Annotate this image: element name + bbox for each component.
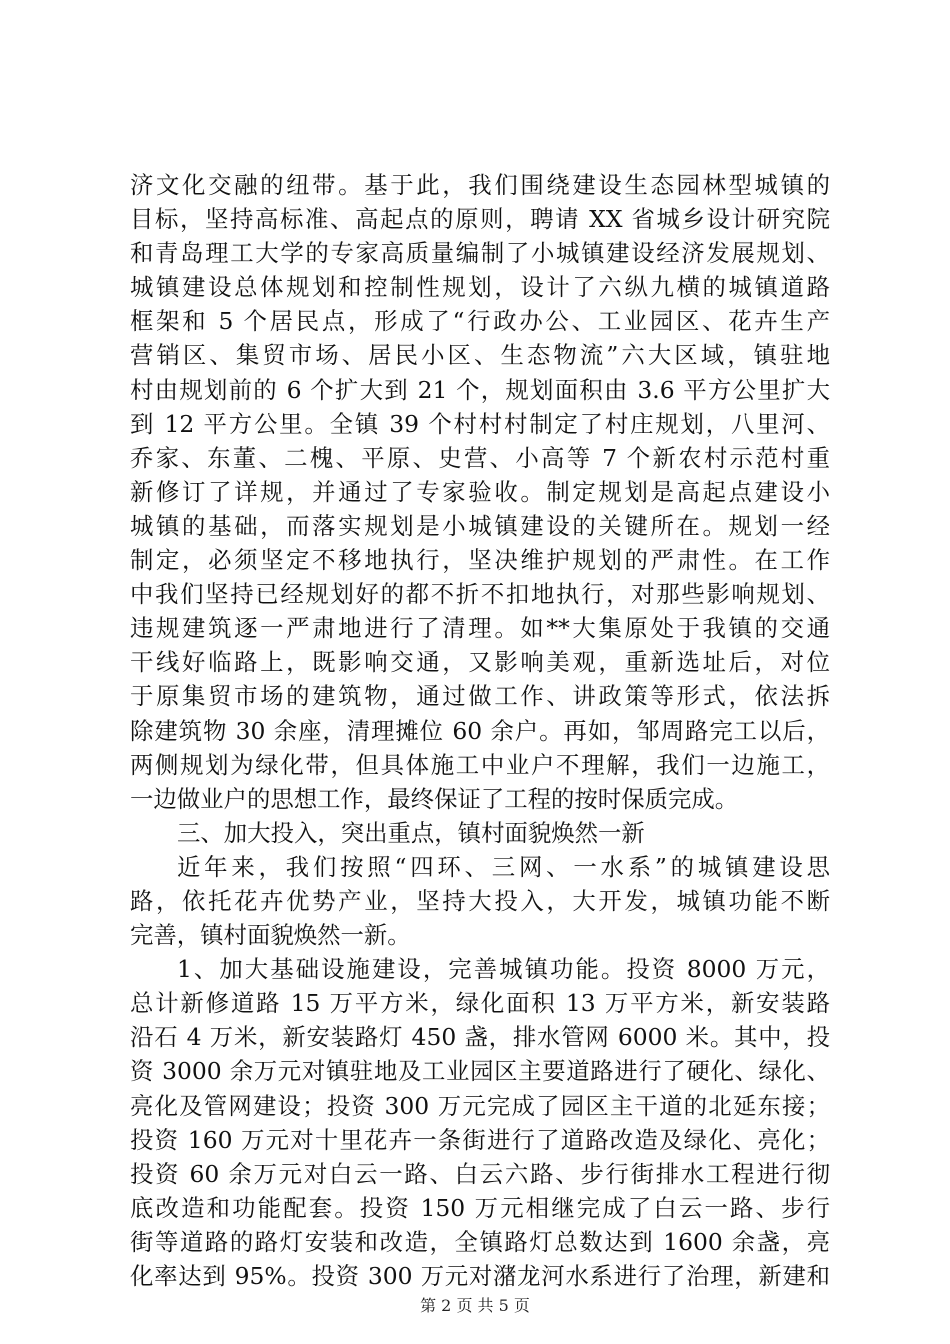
text-line: 街等道路的路灯安装和改造，全镇路灯总数达到 1600 余盏，亮 [130, 1227, 830, 1256]
text-line: 近年来，我们按照“四环、三网、一水系”的城镇建设思 [177, 852, 830, 881]
text-line: 目标，坚持高标准、高起点的原则，聘请 XX 省城乡设计研究院 [130, 205, 830, 234]
section-heading: 三、加大投入，突出重点，镇村面貌焕然一新 [177, 818, 645, 847]
text-line: 制定，必须坚定不移地执行，坚决维护规划的严肃性。在工作 [130, 546, 830, 575]
text-line: 资 3000 余万元对镇驻地及工业园区主要道路进行了硬化、绿化、 [130, 1057, 830, 1086]
body-text [130, 168, 830, 1293]
text-line: 路，依托花卉优势产业，坚持大投入，大开发，城镇功能不断 [130, 886, 830, 915]
text-line: 中我们坚持已经规划好的都不折不扣地执行，对那些影响规划、 [130, 580, 830, 609]
text-line: 总计新修道路 15 万平方米，绿化面积 13 万平方米，新安装路 [130, 989, 830, 1018]
text-line: 城镇建设总体规划和控制性规划，设计了六纵九横的城镇道路 [130, 273, 830, 302]
text-line: 营销区、集贸市场、居民小区、生态物流”六大区域，镇驻地 [130, 341, 830, 370]
text-line: 乔家、东董、二槐、平原、史营、小高等 7 个新农村示范村重 [130, 443, 830, 472]
text-line: 和青岛理工大学的专家高质量编制了小城镇建设经济发展规划、 [130, 239, 830, 268]
text-line: 底改造和功能配套。投资 150 万元相继完成了白云一路、步行 [130, 1193, 830, 1222]
text-line: 亮化及管网建设；投资 300 万元完成了园区主干道的北延东接； [130, 1091, 830, 1120]
text-line: 干线好临路上，既影响交通，又影响美观，重新选址后，对位 [130, 648, 830, 677]
text-line: 1、加大基础设施建设，完善城镇功能。投资 8000 万元， [177, 955, 830, 984]
text-line: 济文化交融的纽带。基于此，我们围绕建设生态园林型城镇的 [130, 171, 830, 199]
page-footer: 第 2 页 共 5 页 [420, 1296, 530, 1315]
text-line: 完善，镇村面貌焕然一新。 [130, 921, 411, 950]
text-line: 投资 60 余万元对白云一路、白云六路、步行街排水工程进行彻 [130, 1159, 830, 1188]
text-line: 一边做业户的思想工作，最终保证了工程的按时保质完成。 [130, 784, 739, 813]
text-line: 于原集贸市场的建筑物，通过做工作、讲政策等形式，依法拆 [130, 682, 830, 711]
text-line: 新修订了详规，并通过了专家验收。制定规划是高起点建设小 [130, 477, 830, 506]
text-line: 投资 160 万元对十里花卉一条街进行了道路改造及绿化、亮化； [130, 1125, 830, 1154]
text-line: 违规建筑逐一严肃地进行了清理。如**大集原处于我镇的交通 [130, 614, 830, 643]
text-line: 两侧规划为绿化带，但具体施工中业户不理解，我们一边施工， [130, 750, 830, 779]
text-line: 化率达到 95%。投资 300 万元对潴龙河水系进行了治理，新建和 [130, 1262, 830, 1290]
text-line: 到 12 平方公里。全镇 39 个村村村制定了村庄规划，八里河、 [130, 409, 830, 438]
text-line: 村由规划前的 6 个扩大到 21 个，规划面积由 3.6 平方公里扩大 [130, 375, 830, 404]
text-line: 城镇的基础，而落实规划是小城镇建设的关键所在。规划一经 [130, 511, 830, 540]
text-line: 沿石 4 万米，新安装路灯 450 盏，排水管网 6000 米。其中，投 [130, 1023, 830, 1052]
text-line: 框架和 5 个居民点，形成了“行政办公、工业园区、花卉生产 [130, 307, 830, 336]
text-line: 除建筑物 30 余座，清理摊位 60 余户。再如，邹周路完工以后， [130, 716, 830, 745]
